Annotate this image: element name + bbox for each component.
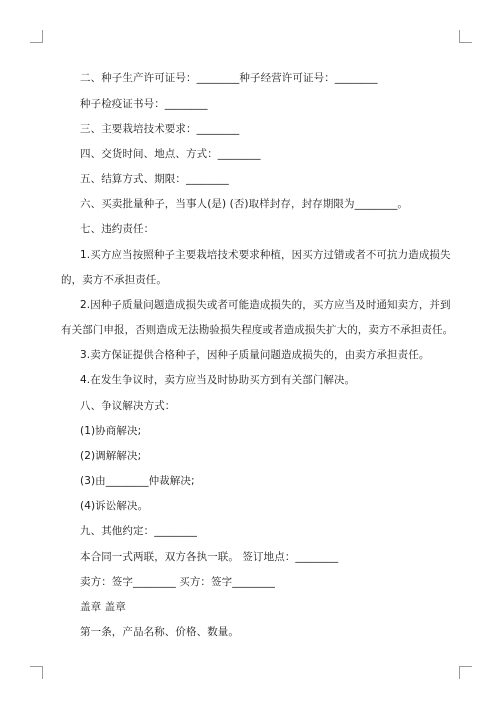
dispute-option-3: (3)由________仲裁解决; <box>80 475 195 487</box>
liability-item-2: 2.因种子质量问题造成损失或者可能造成损失的，买方应当及时通知卖方，并到 <box>80 299 451 311</box>
liability-item-1: 1.买方应当按照种子主要栽培技术要求种植，因买方过错或者不可抗力造成损失 <box>80 249 451 261</box>
liability-item-4: 4.在发生争议时，卖方应当及时协助买方到有关部门解决。 <box>80 374 356 386</box>
page-corner-mark-top-left <box>30 30 43 43</box>
seal-line: 盖章 盖章 <box>80 601 126 613</box>
page-corner-mark-bottom-right <box>459 666 472 679</box>
liability-item-3: 3.卖方保证提供合格种子，因种子质量问题造成损失的，由卖方承担责任。 <box>80 349 430 361</box>
clause-5-settlement: 五、结算方式、期限：________ <box>80 173 229 185</box>
page-corner-mark-bottom-left <box>30 666 43 679</box>
dispute-option-1: (1)协商解决; <box>80 425 142 437</box>
signature-line: 卖方：签字________ 买方：签字________ <box>80 576 276 588</box>
clause-8-heading: 八、争议解决方式： <box>80 400 176 412</box>
dispute-option-2: (2)调解解决; <box>80 450 142 462</box>
liability-item-1-continued: 的，卖方不承担责任。 <box>61 274 167 286</box>
clause-4-delivery: 四、交货时间、地点、方式：________ <box>80 148 261 160</box>
page-corner-mark-top-right <box>459 30 472 43</box>
liability-item-2-continued: 有关部门申报，否则造成无法勘验损失程度或者造成损失扩大的，卖方不承担责任。 <box>61 324 454 336</box>
copies-and-signing-place: 本合同一式两联，双方各执一联。 签订地点：________ <box>80 551 339 563</box>
clause-3-cultivation-requirements: 三、主要栽培技术要求：________ <box>80 123 240 135</box>
clause-7-heading: 七、违约责任： <box>80 223 155 235</box>
dispute-option-4: (4)诉讼解决。 <box>80 500 149 512</box>
quarantine-certificate-line: 种子检疫证书号：________ <box>80 98 208 110</box>
clause-6-sample-sealing: 六、买卖批量种子，当事人(是) (否)取样封存，封存期限为________。 <box>80 198 409 210</box>
clause-9-other: 九、其他约定：________ <box>80 525 197 537</box>
article-1-heading: 第一条，产品名称、价格、数量。 <box>80 626 239 638</box>
clause-2-license-numbers: 二、种子生产许可证号：________种子经营许可证号：________ <box>80 72 378 84</box>
